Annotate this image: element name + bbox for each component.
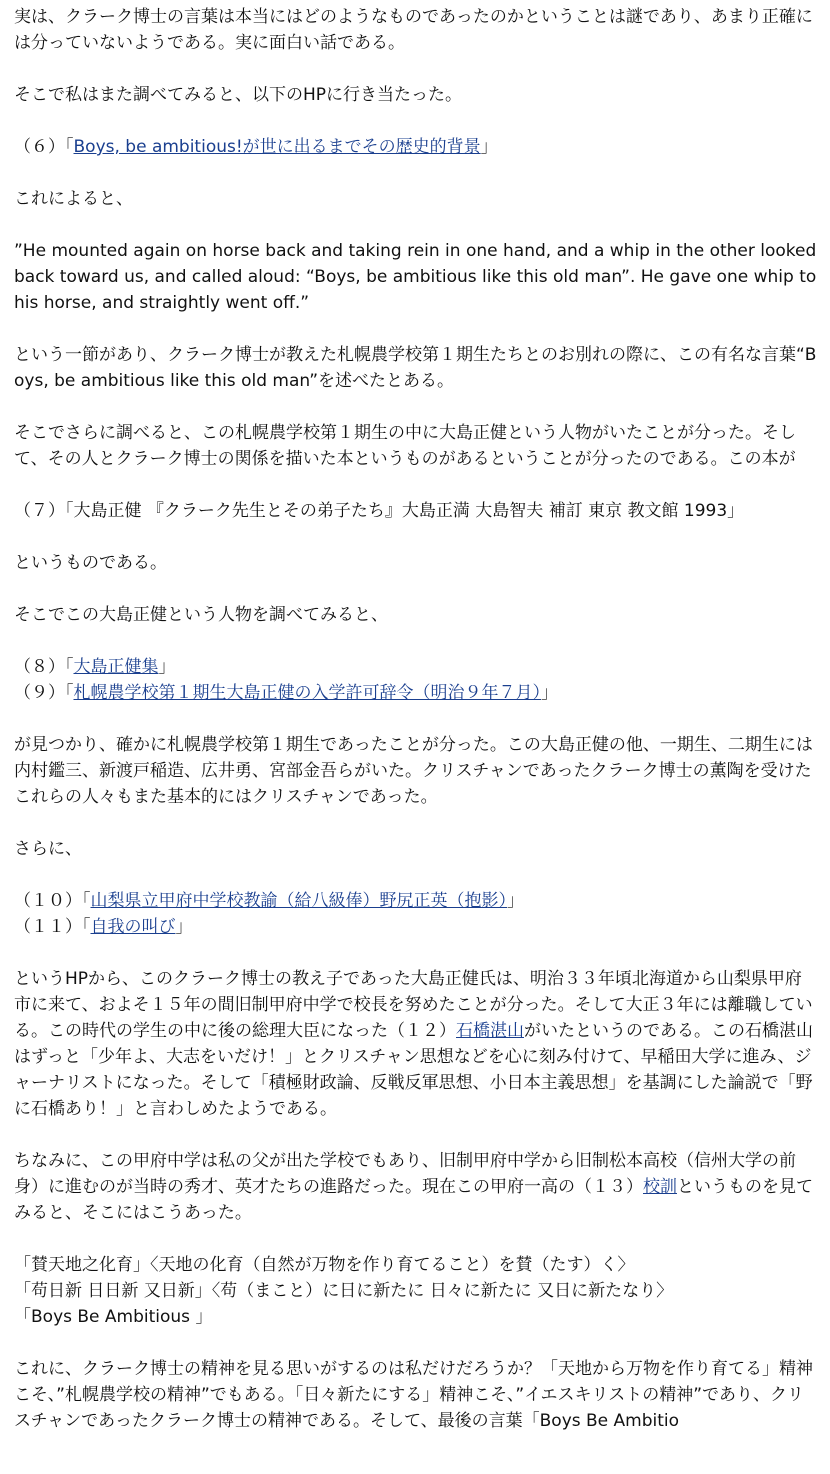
reference-10 bbox=[14, 888, 818, 914]
paragraph-kofu bbox=[14, 966, 818, 1122]
motto-line-2: 「苟日新 日日新 又日新」〈苟（まこと）に日に新たに 日々に新たに 又日に新たなり〉 bbox=[14, 1281, 674, 1301]
school-text-b: というものを見てみると、そこにはこうあった。 bbox=[14, 1177, 813, 1223]
ref6-suffix: 」 bbox=[480, 137, 498, 157]
ref11-link[interactable]: 自我の叫び bbox=[90, 917, 176, 937]
ref11-suffix: 」 bbox=[175, 917, 193, 937]
reference-6 bbox=[14, 134, 818, 160]
paragraph-school bbox=[14, 1148, 818, 1226]
ref6-link[interactable]: Boys, be ambitious!が世に出るまでその歴史的背景 bbox=[73, 137, 481, 157]
paragraph-oshima: そこでさらに調べると、この札幌農学校第１期生の中に大島正健という人物がいたことが分った。そして、その人とクラーク博士の関係を描いた本というものがあるということが分ったのである。この本が bbox=[14, 423, 796, 469]
ref10-link[interactable]: 山梨県立甲府中学校教諭（給八級俸）野尻正英（抱影） bbox=[90, 891, 507, 911]
ref9-link[interactable]: 札幌農学校第１期生大島正健の入学許可辞令（明治９年７月） bbox=[73, 683, 541, 703]
motto-line-3: 「Boys Be Ambitious 」 bbox=[14, 1307, 213, 1327]
paragraph-book: というものである。 bbox=[14, 553, 167, 573]
ref10-suffix: 」 bbox=[507, 891, 524, 911]
reference-8 bbox=[14, 654, 818, 680]
paragraph-first-class: が見つかり、確かに札幌農学校第１期生であったことが分った。この大島正健の他、一期生、二期生には内村鑑三、新渡戸稲造、広井勇、宮部金吾らがいた。クリスチャンであったクラーク博士の薫陶を受けたこれらの人々もまた基本的にはクリスチャンであった。 bbox=[14, 735, 813, 807]
paragraph-conclusion: これに、クラーク博士の精神を見る思いがするのは私だけだろうか？「天地から万物を作り育てる」精神こそ、”札幌農学校の精神”でもある。「日々新たにする」精神こそ、”イエスキリストの精神”であり、クリスチャンであったクラーク博士の精神である。そして、最後の言葉「Boys Be Ambitio bbox=[14, 1359, 813, 1431]
english-quote: ”He mounted again on horse back and taking rein in one hand, and a whip in the other looked back toward us, and called aloud: “Boys, be ambitious like this old man”. He gave one whip to his horse, and straightly went off.” bbox=[14, 241, 817, 313]
ref9-suffix: 」 bbox=[541, 683, 558, 703]
reference-7: （７）「大島正健 『クラーク先生とその弟子たち』大島正満 大島智夫 補訂 東京 教文館 1993」 bbox=[14, 501, 745, 521]
paragraph-search: そこで私はまた調べてみると、以下のHPに行き当たった。 bbox=[14, 85, 463, 105]
ref11-prefix: （１１）「 bbox=[14, 917, 91, 937]
kofu-text-b: がいたというのである。この石橋湛山はずっと「少年よ、大志をいだけ！」とクリスチャン思想などを心に刻み付けて、早稲田大学に進み、ジャーナリストになった。そして「積極財政論、反戦反軍思想、小日本主義思想」を基調にした論説で「野に石橋あり！」と言わしめたようである。 bbox=[14, 1021, 813, 1119]
reference-9 bbox=[14, 680, 818, 706]
paragraph-farewell: という一節があり、クラーク博士が教えた札幌農学校第１期生たちとのお別れの際に、この有名な言葉“Boys, be ambitious like this old man”を述べたとある。 bbox=[14, 345, 817, 391]
ref10-prefix: （１０）「 bbox=[14, 891, 91, 911]
ref8-link[interactable]: 大島正健集 bbox=[73, 657, 159, 677]
paragraph-furthermore: さらに、 bbox=[14, 839, 82, 859]
paragraph-investigate: そこでこの大島正健という人物を調べてみると、 bbox=[14, 605, 388, 625]
paragraph-according: これによると、 bbox=[14, 189, 133, 209]
ref9-prefix: （９）「 bbox=[14, 683, 74, 703]
motto-line-1: 「賛天地之化育」〈天地の化育（自然が万物を作り育てること）を賛（たす）く〉 bbox=[14, 1255, 635, 1275]
ref8-prefix: （８）「 bbox=[14, 657, 74, 677]
ref6-prefix: （６）「 bbox=[14, 137, 74, 157]
school-motto-link[interactable]: 校訓 bbox=[643, 1177, 677, 1197]
paragraph-intro: 実は、クラーク博士の言葉は本当にはどのようなものであったのかということは謎であり、あまり正確には分っていないようである。実に面白い話である。 bbox=[14, 7, 813, 53]
kofu-text-a: というHPから、このクラーク博士の教え子であった大島正健氏は、明治３３年頃北海道から山梨県甲府市に来て、およそ１５年の間旧制甲府中学で校長を努めたことが分った。そして大正３年には離職している。この時代の学生の中に後の総理大臣になった（１２） bbox=[14, 969, 813, 1041]
ref8-suffix: 」 bbox=[158, 657, 176, 677]
reference-11 bbox=[14, 914, 818, 940]
ishibashi-link[interactable]: 石橋湛山 bbox=[456, 1021, 524, 1041]
school-text-a: ちなみに、この甲府中学は私の父が出た学校でもあり、旧制甲府中学から旧制松本高校（信州大学の前身）に進むのが当時の秀才、英才たちの進路だった。現在この甲府一高の（１３） bbox=[14, 1151, 796, 1197]
